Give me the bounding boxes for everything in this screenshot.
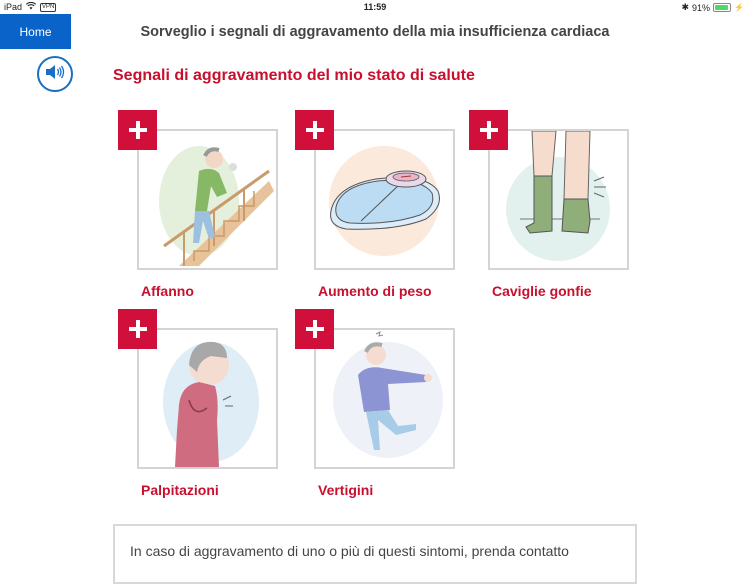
battery-icon [713,3,731,12]
section-title: Segnali di aggravamento del mio stato di salute [113,67,475,84]
plus-icon [128,319,148,339]
home-button[interactable]: Home [0,14,71,49]
expand-button[interactable] [469,110,508,150]
card-label: Affanno [141,283,194,299]
breathless-man-on-stairs-illustration [137,129,278,270]
audio-button[interactable] [37,56,73,92]
card-label: Aumento di peso [318,283,432,299]
plus-icon [479,120,499,140]
plus-icon [128,120,148,140]
status-bar [0,0,750,14]
dizzy-man-illustration [314,328,455,469]
device-name: iPad [4,2,23,12]
expand-button[interactable] [118,110,157,150]
swollen-ankles-illustration [488,129,629,270]
vpn-badge: VPN [42,3,55,10]
info-text: In caso di aggravamento di uno o più di questi sintomi, prenda contatto [130,543,569,559]
page-title: Sorveglio i segnali di aggravamento della mia insufficienza cardiaca [140,24,610,40]
plus-icon [305,120,325,140]
card-label: Caviglie gonfie [492,283,592,299]
card-label: Palpitazioni [141,482,219,498]
plus-icon [305,319,325,339]
card-label: Vertigini [318,482,374,498]
charging-icon: ⚡ [734,3,744,12]
clock: 11:59 [363,2,387,12]
bathroom-scale-illustration [314,129,455,270]
battery-percent: 91% [692,2,711,13]
bluetooth-icon: ✱ [681,2,690,12]
expand-button[interactable] [295,309,334,349]
info-box [113,524,637,584]
expand-button[interactable] [295,110,334,150]
expand-button[interactable] [118,309,157,349]
speaker-icon [45,64,65,85]
palpitations-man-illustration [137,328,278,469]
